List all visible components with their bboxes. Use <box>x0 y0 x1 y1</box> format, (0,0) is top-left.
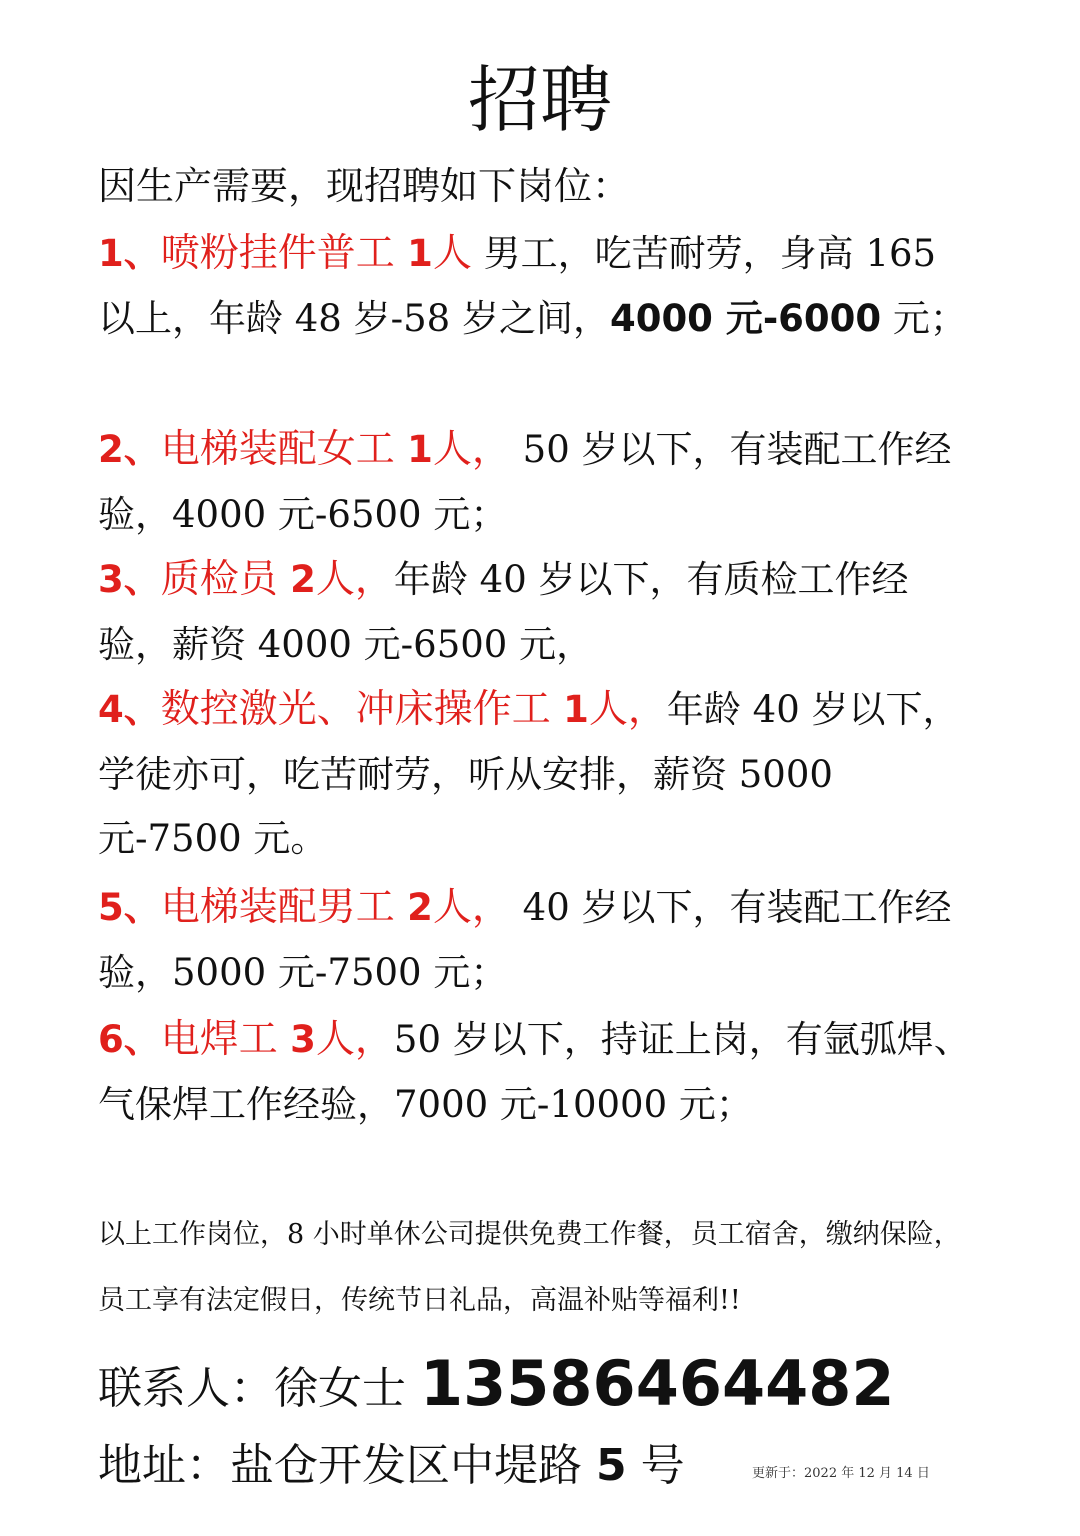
address-line <box>98 1428 738 1504</box>
job-count: 2 <box>407 886 433 929</box>
job-details: 男工，吃苦耐劳，身高 165 以上，年龄 48 岁-58 岁之间， <box>98 232 937 340</box>
job-item <box>98 876 973 1005</box>
updated-date: 更新于：2022 年 12 月 14 日 <box>752 1466 930 1481</box>
job-count-unit: 人， <box>588 687 667 732</box>
contact-line <box>98 1346 988 1427</box>
page-title: 招聘 <box>467 58 612 142</box>
job-index: 3、 <box>98 558 161 601</box>
job-position: 电焊工 <box>160 1017 291 1062</box>
job-details: 年龄 40 岁以下，有质检工作经验，薪资 4000 元-6500 元， <box>98 558 909 666</box>
contact-phone[interactable]: 13586464482 <box>420 1347 895 1420</box>
job-count: 1 <box>563 688 589 731</box>
job-count-unit: 人， <box>432 427 511 472</box>
job-details: 40 岁以下，有装配工作经验，5000 元-7500 元； <box>98 886 952 994</box>
job-position: 数控激光、冲床操作工 <box>160 687 564 732</box>
job-count-unit: 人， <box>315 557 394 602</box>
job-index: 5、 <box>98 886 161 929</box>
job-item <box>98 1008 973 1137</box>
job-count: 1 <box>407 428 433 471</box>
address-number: 5 <box>596 1440 627 1491</box>
contact-label: 联系人：徐女士 <box>98 1363 406 1414</box>
job-count: 1 <box>407 232 433 275</box>
job-details: 年龄 40 岁以下，学徒亦可，吃苦耐劳，听从安排，薪资 5000 元-7500 元。 <box>98 688 960 860</box>
address-suffix: 号 <box>640 1440 685 1491</box>
job-count-unit: 人， <box>315 1017 394 1062</box>
job-position: 质检员 <box>160 557 291 602</box>
job-details: 50 岁以下，有装配工作经验，4000 元-6500 元； <box>98 428 952 536</box>
job-count-unit: 人， <box>432 885 511 930</box>
job-index: 4、 <box>98 688 161 731</box>
job-position: 电梯装配男工 <box>160 885 408 930</box>
benefits-text: 以上工作岗位，8 小时单休公司提供免费工作餐，员工宿舍，缴纳保险，员工享有法定假日，传统节日礼品，高温补贴等福利!! <box>98 1219 961 1316</box>
job-salary: 4000 元-6000 <box>609 296 882 340</box>
job-item <box>98 678 973 872</box>
job-index: 6、 <box>98 1018 161 1061</box>
job-item <box>98 418 973 547</box>
job-position: 喷粉挂件普工 <box>160 231 408 276</box>
job-item <box>98 548 973 677</box>
address-label: 地址：盐仓开发区中堤路 <box>98 1440 582 1491</box>
job-details-tail: 元； <box>881 296 967 340</box>
job-item <box>98 222 973 351</box>
job-index: 1、 <box>98 232 161 275</box>
job-count: 3 <box>290 1018 316 1061</box>
job-details: 50 岁以下，持证上岗，有氩弧焊、气保焊工作经验，7000 元-10000 元； <box>98 1018 971 1126</box>
job-count-unit: 人 <box>432 231 472 276</box>
intro-text: 因生产需要，现招聘如下岗位： <box>98 164 631 208</box>
job-index: 2、 <box>98 428 161 471</box>
job-position: 电梯装配女工 <box>160 427 408 472</box>
job-count: 2 <box>290 558 316 601</box>
